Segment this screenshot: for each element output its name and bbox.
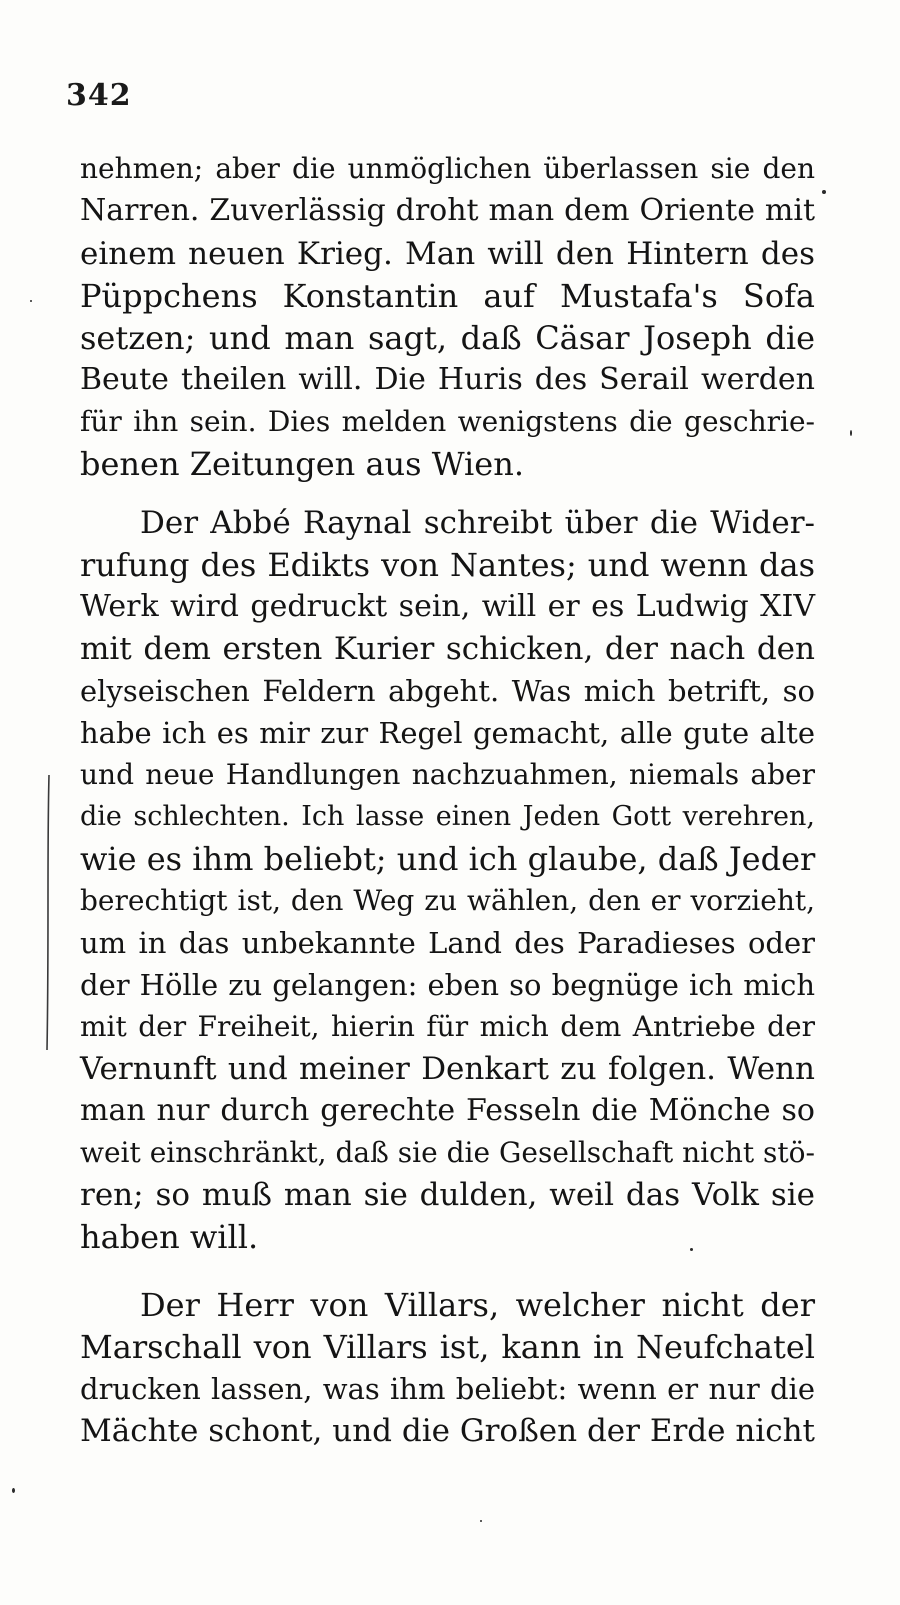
- margin-pencil-mark: [46, 775, 50, 1050]
- text-line: man nur durch gerechte Fesseln die Mönche so: [80, 1093, 815, 1128]
- text-line: mit dem ersten Kurier schicken, der nach den: [80, 631, 815, 667]
- text-line: rufung des Edikts von Nantes; und wenn das: [80, 546, 815, 584]
- text-line: der Hölle zu gelangen: eben so begnüge ich mich: [80, 968, 815, 1002]
- text-line: um in das unbekannte Land des Paradieses oder: [80, 926, 815, 960]
- text-line: Vernunft und meiner Denkart zu folgen. Wenn: [80, 1051, 815, 1087]
- print-speck: [822, 190, 826, 194]
- text-line: Mächte schont, und die Großen der Erde nicht: [80, 1413, 815, 1449]
- text-line: mit der Freiheit, hierin für mich dem Antriebe der: [80, 1010, 815, 1043]
- text-line: die schlechten. Ich lasse einen Jeden Gott verehren,: [80, 801, 815, 832]
- print-speck: [850, 430, 852, 436]
- print-speck: [12, 1488, 15, 1493]
- text-line: Püppchens Konstantin auf Mustafa's Sofa: [80, 277, 815, 315]
- text-line: drucken lassen, was ihm beliebt: wenn er nur die: [80, 1372, 815, 1406]
- text-line: Der Abbé Raynal schreibt über die Wider-: [140, 505, 815, 541]
- text-line: ren; so muß man sie dulden, weil das Volk sie: [80, 1177, 815, 1213]
- page-number: 342: [66, 78, 132, 113]
- text-line: haben will.: [80, 1218, 259, 1256]
- text-line: wie es ihm beliebt; und ich glaube, daß Jeder: [80, 840, 816, 878]
- text-line: berechtigt ist, den Weg zu wählen, den er vorzieht,: [80, 884, 815, 917]
- text-line: Werk wird gedruckt sein, will er es Ludwig XIV: [80, 589, 815, 624]
- text-line: nehmen; aber die unmöglichen überlassen sie den: [80, 152, 815, 185]
- text-line: für ihn sein. Dies melden wenigstens die geschrie-: [80, 405, 815, 438]
- text-line: benen Zeitungen aus Wien.: [80, 445, 524, 483]
- text-line: Der Herr von Villars, welcher nicht der: [140, 1286, 815, 1324]
- print-speck: [480, 1520, 482, 1522]
- text-line: Beute theilen will. Die Huris des Serail werden: [80, 362, 815, 397]
- text-line: habe ich es mir zur Regel gemacht, alle gute alte: [80, 716, 815, 750]
- text-line: weit einschränkt, daß sie die Gesellschaft nicht stö-: [80, 1136, 815, 1169]
- text-line: Narren. Zuverlässig droht man dem Oriente mit: [80, 193, 815, 228]
- text-line: setzen; und man sagt, daß Cäsar Joseph die: [80, 319, 815, 357]
- text-line: einem neuen Krieg. Man will den Hintern des: [80, 236, 815, 272]
- text-line: elyseischen Feldern abgeht. Was mich betrift, so: [80, 674, 815, 708]
- text-line: Marschall von Villars ist, kann in Neufchatel: [80, 1328, 815, 1366]
- text-line: und neue Handlungen nachzuahmen, niemals aber: [80, 758, 815, 791]
- print-speck: [30, 300, 32, 302]
- print-speck: [690, 1248, 693, 1251]
